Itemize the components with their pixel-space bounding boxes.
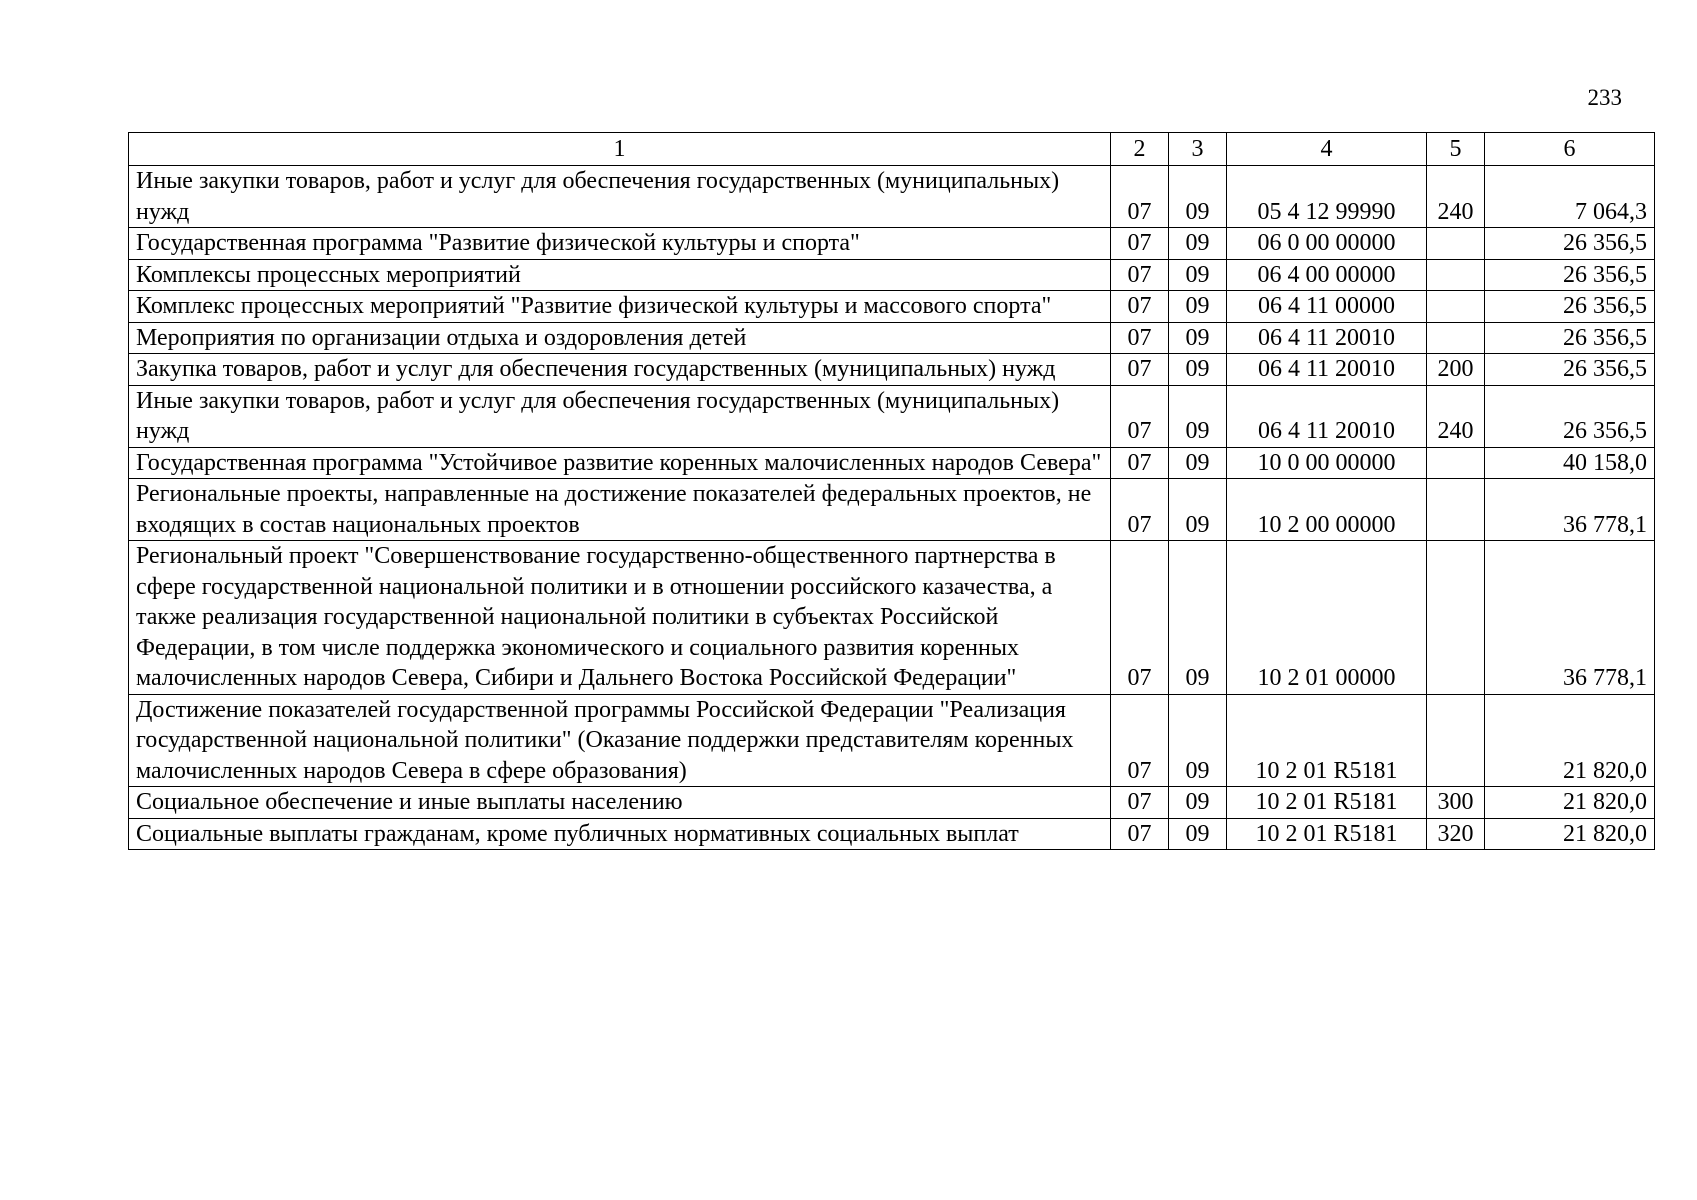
subsection-code: 09 [1169,385,1227,447]
item-name: Мероприятия по организации отдыха и оздоровления детей [129,322,1111,354]
section-code: 07 [1111,166,1169,228]
amount: 21 820,0 [1485,787,1655,819]
target-article-code: 06 4 00 00000 [1227,259,1427,291]
expense-type-code [1427,479,1485,541]
column-header: 4 [1227,133,1427,166]
subsection-code: 09 [1169,787,1227,819]
amount: 26 356,5 [1485,322,1655,354]
target-article-code: 05 4 12 99990 [1227,166,1427,228]
table-row [129,354,1655,386]
amount: 26 356,5 [1485,259,1655,291]
subsection-code: 09 [1169,166,1227,228]
table-row [129,694,1655,787]
column-header: 2 [1111,133,1169,166]
section-code: 07 [1111,818,1169,850]
column-header: 5 [1427,133,1485,166]
target-article-code: 10 2 00 00000 [1227,479,1427,541]
item-name: Социальные выплаты гражданам, кроме публичных нормативных социальных выплат [129,818,1111,850]
subsection-code: 09 [1169,259,1227,291]
page-number: 233 [1587,85,1622,110]
item-name: Региональные проекты, направленные на достижение показателей федеральных проектов, не входящих в состав национальных проектов [129,479,1111,541]
section-code: 07 [1111,291,1169,323]
section-code: 07 [1111,354,1169,386]
target-article-code: 10 2 01 R5181 [1227,694,1427,787]
section-code: 07 [1111,541,1169,695]
amount: 26 356,5 [1485,354,1655,386]
subsection-code: 09 [1169,694,1227,787]
target-article-code: 06 4 11 00000 [1227,291,1427,323]
item-name: Иные закупки товаров, работ и услуг для обеспечения государственных (муниципальных) нужд [129,385,1111,447]
item-name: Социальное обеспечение и иные выплаты населению [129,787,1111,819]
column-header: 6 [1485,133,1655,166]
amount: 36 778,1 [1485,479,1655,541]
amount: 26 356,5 [1485,385,1655,447]
section-code: 07 [1111,694,1169,787]
subsection-code: 09 [1169,291,1227,323]
table-row [129,228,1655,260]
target-article-code: 10 2 01 00000 [1227,541,1427,695]
expense-type-code: 240 [1427,166,1485,228]
subsection-code: 09 [1169,322,1227,354]
expense-type-code [1427,259,1485,291]
item-name: Достижение показателей государственной программы Российской Федерации "Реализация государственной национальной политики" (Оказание поддержки представителям коренных малочисленных народов Севера в сфере образования) [129,694,1111,787]
table-row [129,541,1655,695]
amount: 40 158,0 [1485,447,1655,479]
target-article-code: 06 0 00 00000 [1227,228,1427,260]
expense-type-code [1427,447,1485,479]
expense-type-code: 240 [1427,385,1485,447]
section-code: 07 [1111,385,1169,447]
target-article-code: 06 4 11 20010 [1227,322,1427,354]
subsection-code: 09 [1169,541,1227,695]
expense-type-code [1427,228,1485,260]
table-row [129,291,1655,323]
table-row [129,479,1655,541]
amount: 26 356,5 [1485,291,1655,323]
item-name: Региональный проект "Совершенствование государственно-общественного партнерства в сфере государственной национальной политики и в отношении российского казачества, а также реализация государственной национальной политики в субъектах Российской Федерации, в том числе поддержка экономического и социального развития коренных малочисленных народов Севера, Сибири и Дальнего Востока Российской Федерации" [129,541,1111,695]
table-row [129,787,1655,819]
target-article-code: 10 2 01 R5181 [1227,818,1427,850]
section-code: 07 [1111,259,1169,291]
table-row [129,385,1655,447]
expense-type-code [1427,322,1485,354]
target-article-code: 10 0 00 00000 [1227,447,1427,479]
amount: 21 820,0 [1485,818,1655,850]
section-code: 07 [1111,228,1169,260]
target-article-code: 10 2 01 R5181 [1227,787,1427,819]
table-row [129,447,1655,479]
item-name: Государственная программа "Развитие физической культуры и спорта" [129,228,1111,260]
subsection-code: 09 [1169,818,1227,850]
item-name: Государственная программа "Устойчивое развитие коренных малочисленных народов Севера" [129,447,1111,479]
amount: 21 820,0 [1485,694,1655,787]
section-code: 07 [1111,479,1169,541]
amount: 7 064,3 [1485,166,1655,228]
target-article-code: 06 4 11 20010 [1227,385,1427,447]
table-row [129,259,1655,291]
expense-type-code: 200 [1427,354,1485,386]
table-row [129,818,1655,850]
column-number-row [129,133,1655,166]
subsection-code: 09 [1169,354,1227,386]
target-article-code: 06 4 11 20010 [1227,354,1427,386]
item-name: Иные закупки товаров, работ и услуг для обеспечения государственных (муниципальных) нужд [129,166,1111,228]
expense-type-code [1427,541,1485,695]
expense-type-code: 320 [1427,818,1485,850]
column-header: 3 [1169,133,1227,166]
item-name: Комплекс процессных мероприятий "Развитие физической культуры и массового спорта" [129,291,1111,323]
table-row [129,166,1655,228]
amount: 26 356,5 [1485,228,1655,260]
budget-table [128,132,1655,850]
subsection-code: 09 [1169,479,1227,541]
subsection-code: 09 [1169,228,1227,260]
expense-type-code: 300 [1427,787,1485,819]
section-code: 07 [1111,322,1169,354]
subsection-code: 09 [1169,447,1227,479]
section-code: 07 [1111,787,1169,819]
column-header: 1 [129,133,1111,166]
table-row [129,322,1655,354]
amount: 36 778,1 [1485,541,1655,695]
expense-type-code [1427,694,1485,787]
section-code: 07 [1111,447,1169,479]
item-name: Закупка товаров, работ и услуг для обеспечения государственных (муниципальных) нужд [129,354,1111,386]
expense-type-code [1427,291,1485,323]
item-name: Комплексы процессных мероприятий [129,259,1111,291]
